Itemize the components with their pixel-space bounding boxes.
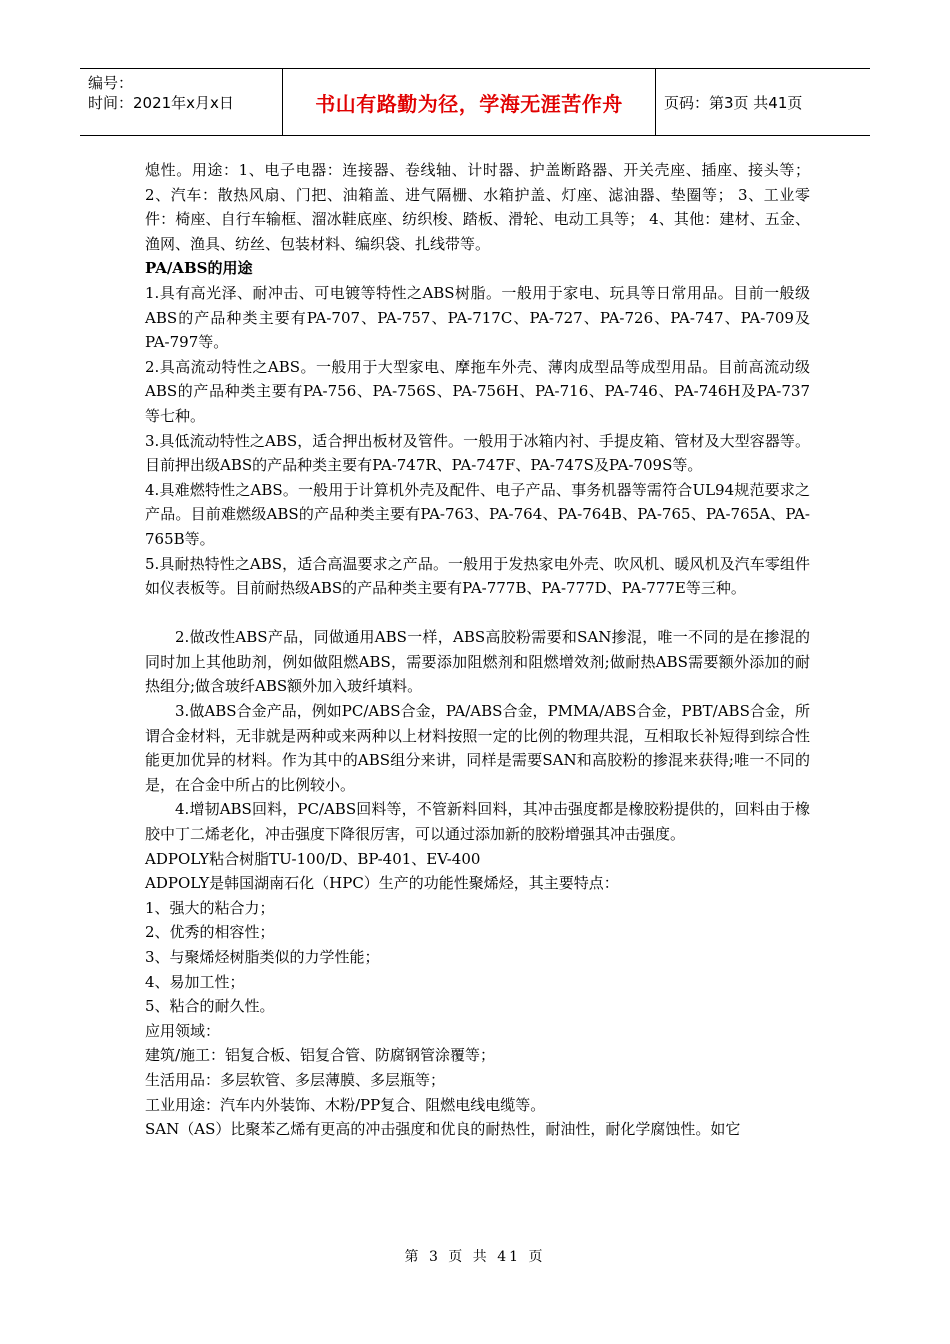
paragraph: 2.具高流动特性之ABS。一般用于大型家电、摩拖车外壳、薄肉成型品等成型用品。目前高流动级ABS的产品种类主要有PA-756、PA-756S、PA-756H、PA-716、PA-746、PA-746H及PA-737等七种。 xyxy=(145,357,810,425)
paragraph: 4.具难燃特性之ABS。一般用于计算机外壳及配件、电子产品、事务机器等需符合UL94规范要求之产品。目前难燃级ABS的产品种类主要有PA-763、PA-764、PA-764B、PA-765、PA-765A、PA-765B等。 xyxy=(145,480,810,548)
paragraph: 工业用途：汽车内外装饰、木粉/PP复合、阻燃电线电缆等。 xyxy=(145,1095,546,1114)
paragraph: 1、强大的粘合力； xyxy=(145,898,275,917)
section-heading: PA/ABS的用途 xyxy=(145,259,253,278)
paragraph: 熄性。用途：1、电子电器：连接器、卷线轴、计时器、护盖断路器、开关壳座、插座、接头等； 2、汽车：散热风扇、门把、油箱盖、进气隔栅、水箱护盖、灯座、滤油器、垫圈等； 3、工业零件：椅座、自行车输框、溜冰鞋底座、纺织梭、踏板、滑轮、电动工具等； 4、其他：建材、五金、渔网、渔具、纺丝、包装材料、编织袋、扎线带等。 xyxy=(145,161,810,253)
paragraph: 1.具有高光泽、耐冲击、可电镀等特性之ABS树脂。一般用于家电、玩具等日常用品。目前一般级ABS的产品种类主要有PA-707、PA-757、PA-717C、PA-727、PA-726、PA-747、PA-709及PA-797等。 xyxy=(145,283,810,352)
doc-date-label: 时间：2021年x月x日 xyxy=(88,94,234,112)
doc-number-label: 编号： xyxy=(88,74,134,92)
page-footer: 第 3 页 共 41 页 xyxy=(404,1249,546,1265)
paragraph: ADPOLY粘合树脂TU-100/D、BP-401、EV-400 xyxy=(145,849,481,868)
paragraph: 2.做改性ABS产品，同做通用ABS一样，ABS高胶粉需要和SAN掺混，唯一不同的是在掺混的同时加上其他助剂，例如做阻燃ABS，需要添加阻燃剂和阻燃增效剂;做耐热ABS需要额外添加的耐热组分;做含玻纤ABS额外加入玻纤填料。 xyxy=(145,628,810,696)
paragraph: 2、优秀的相容性； xyxy=(145,923,275,942)
paragraph: 4.增韧ABS回料，PC/ABS回料等，不管新料回料，其冲击强度都是橡胶粉提供的，回料由于橡胶中丁二烯老化，冲击强度下降很厉害，可以通过添加新的胶粉增强其冲击强度。 xyxy=(145,800,810,844)
paragraph: ADPOLY是韩国湖南石化（HPC）生产的功能性聚烯烃，其主要特点： xyxy=(145,874,619,893)
paragraph: 3、与聚烯烃树脂类似的力学性能； xyxy=(145,948,380,966)
paragraph: SAN（AS）比聚苯乙烯有更高的冲击强度和优良的耐热性，耐油性，耐化学腐蚀性。如它 xyxy=(145,1120,741,1139)
header-motto: 书山有路勤为径，学海无涯苦作舟 xyxy=(283,69,656,135)
blank-line xyxy=(145,601,810,626)
header-page-label: 页码：第3页 共41页 xyxy=(664,93,803,112)
paragraph: 3.做ABS合金产品，例如PC/ABS合金，PA/ABS合金，PMMA/ABS合金，PBT/ABS合金，所谓合金材料，无非就是两种或来两种以上材料按照一定的比例的物理共混，互相取长补短得到综合性能更加优异的材料。作为其中的ABS组分来讲，同样是需要SAN和高胶粉的掺混来获得;唯一不同的是，在合金中所占的比例较小。 xyxy=(145,702,810,794)
paragraph: 生活用品：多层软管、多层薄膜、多层瓶等； xyxy=(145,1070,446,1089)
paragraph: 应用领域： xyxy=(145,1021,221,1040)
paragraph: 建筑/施工：铝复合板、铝复合管、防腐钢管涂覆等； xyxy=(145,1046,496,1065)
paragraph: 5.具耐热特性之ABS，适合高温要求之产品。一般用于发热家电外壳、吹风机、暖风机及汽车零组件如仪表板等。目前耐热级ABS的产品种类主要有PA-777B、PA-777D、PA-777E等三种。 xyxy=(145,554,810,598)
page-header xyxy=(80,68,870,136)
document-body xyxy=(145,158,810,1142)
header-meta xyxy=(80,69,283,135)
paragraph: 4、易加工性； xyxy=(145,972,245,991)
paragraph: 5、粘合的耐久性。 xyxy=(145,997,275,1016)
paragraph: 3.具低流动特性之ABS，适合押出板材及管件。一般用于冰箱内衬、手提皮箱、管材及大型容器等。目前押出级ABS的产品种类主要有PA-747R、PA-747F、PA-747S及PA-709S等。 xyxy=(145,431,810,475)
